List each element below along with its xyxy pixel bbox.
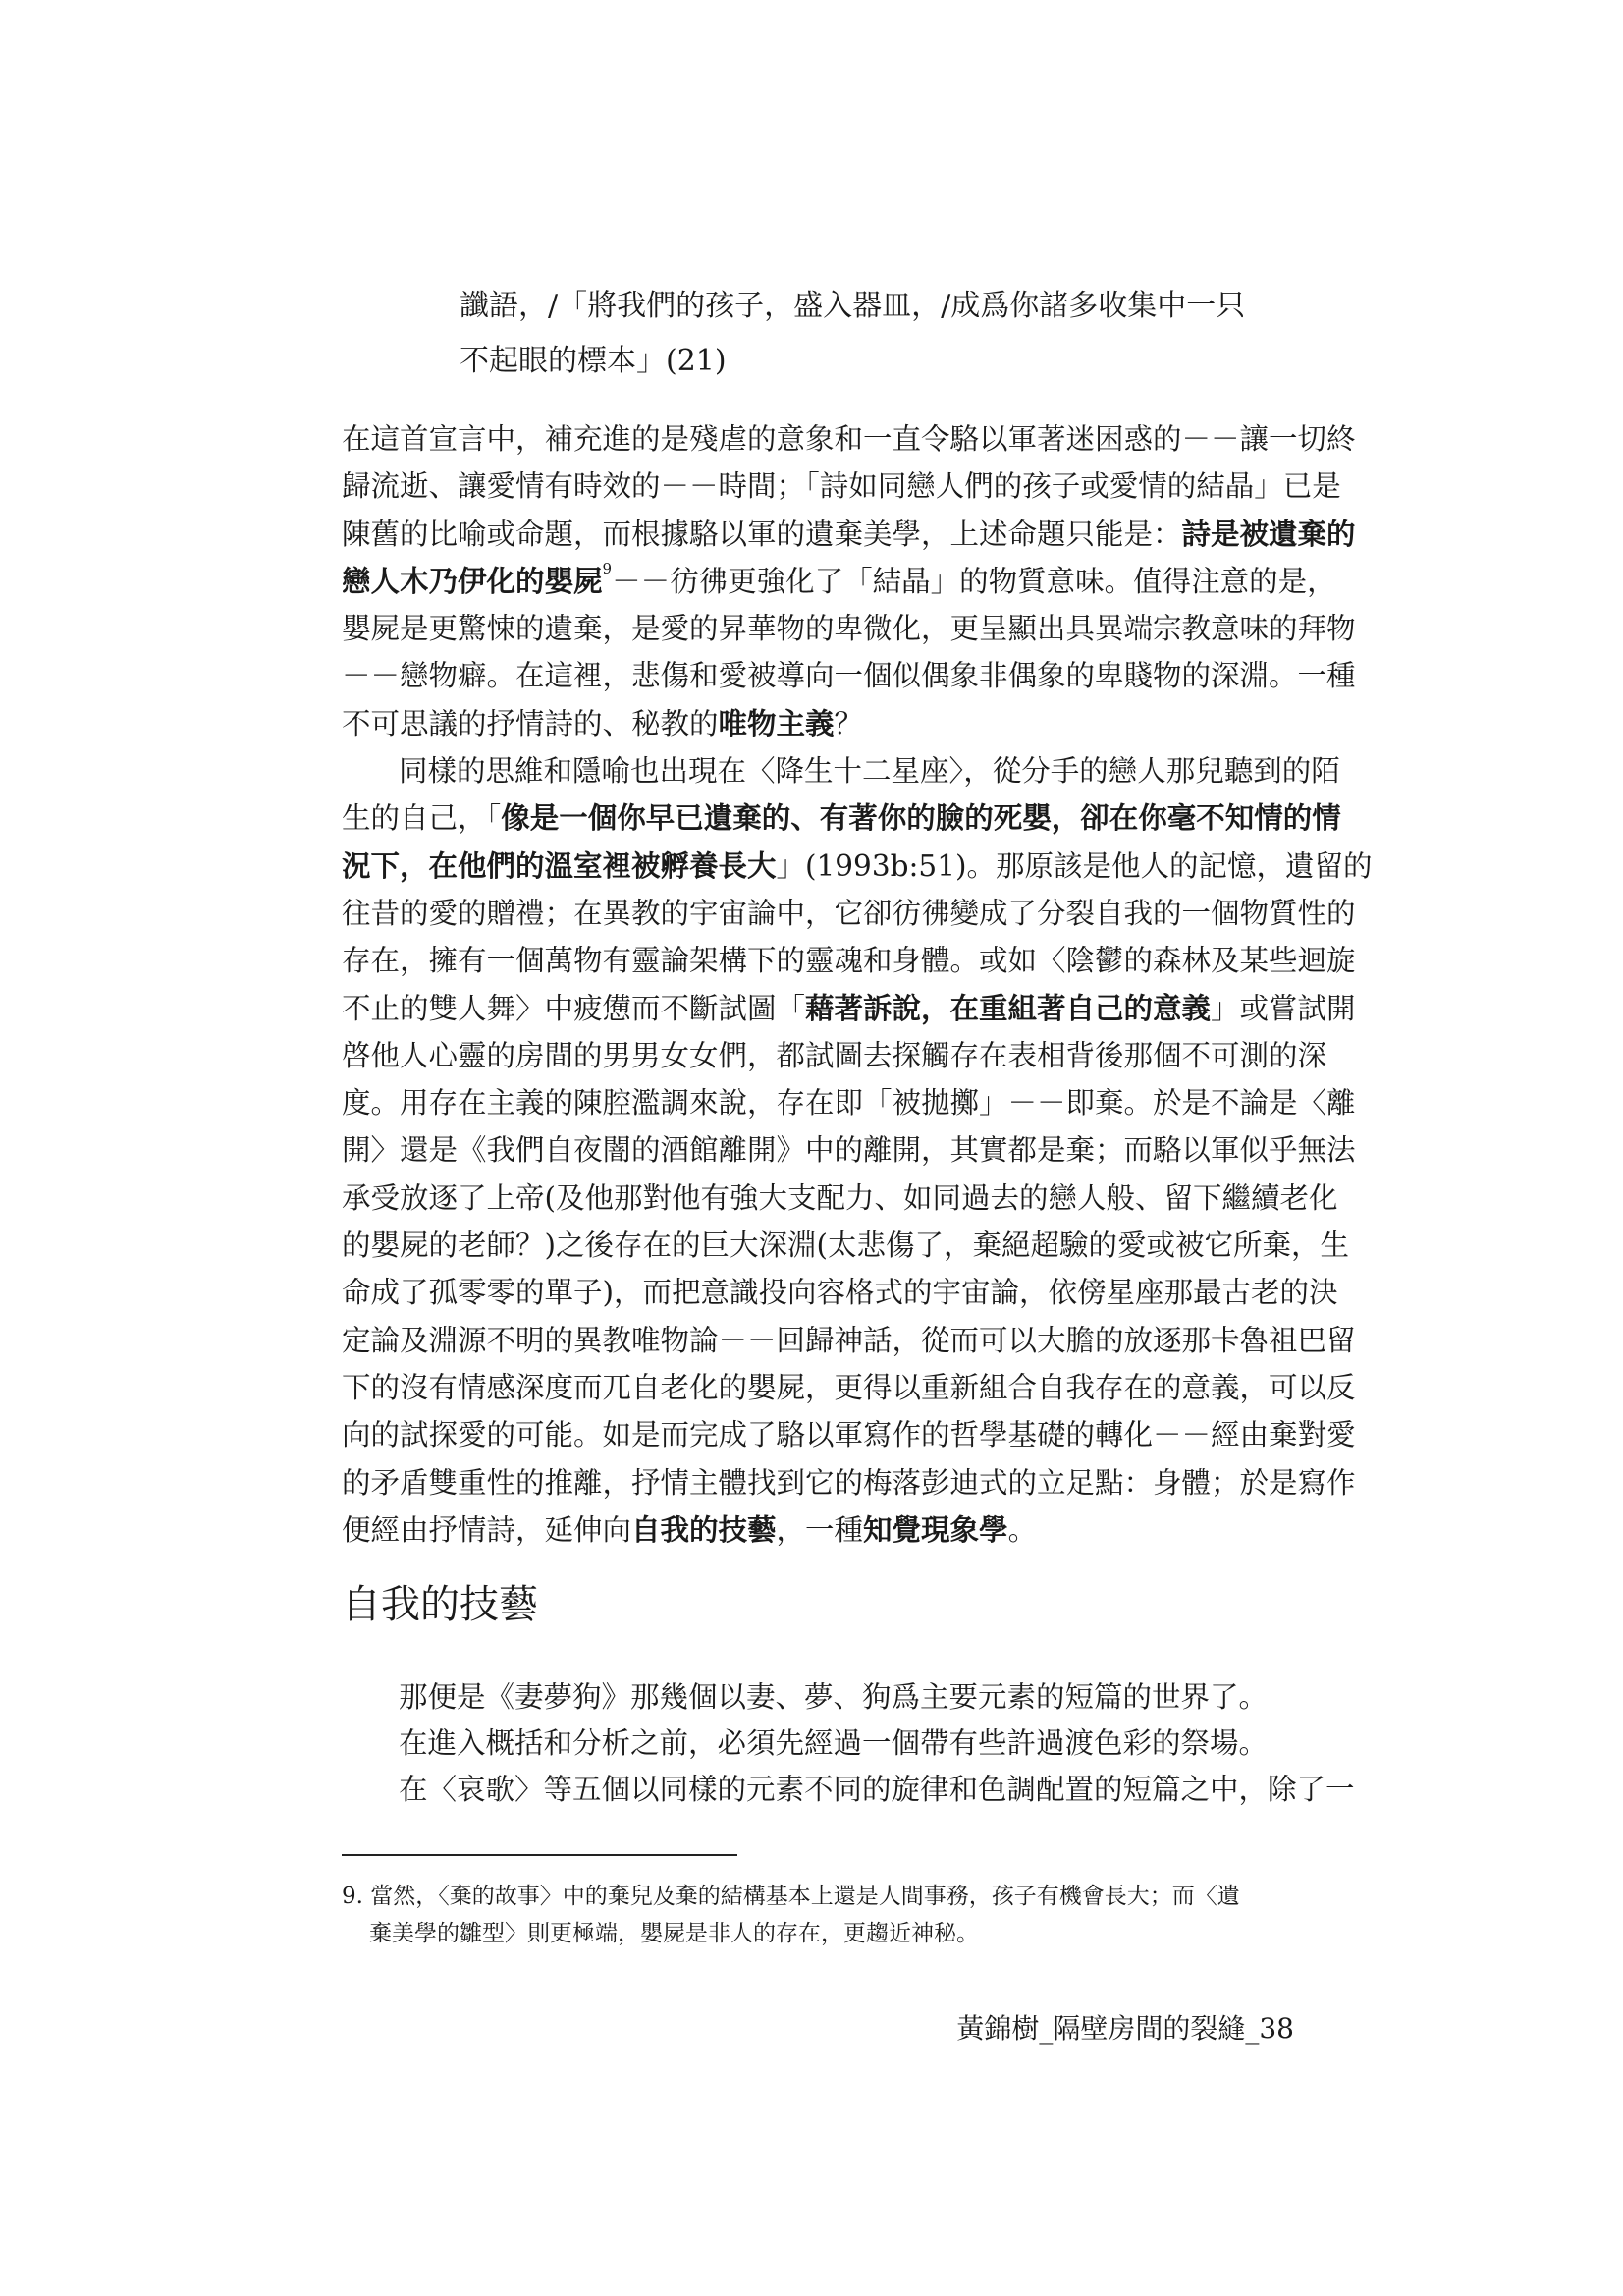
section-text (399, 1674, 1355, 1813)
paragraph-line: 定論及淵源不明的異教唯物論－－回歸神話，從而可以大膽的放逐那卡魯祖巴留 (342, 1323, 1356, 1357)
paragraph-line: 開〉還是《我們自夜闇的酒館離開》中的離開，其實都是棄；而駱以軍似乎無法 (342, 1133, 1356, 1168)
paragraph-line: 的矛盾雙重性的推離，抒情主體找到它的梅落彭迪式的立足點：身體；於是寫作 (342, 1465, 1356, 1500)
emphasis-text: 戀人木乃伊化的嬰屍 (342, 564, 603, 598)
paragraph-line: 存在，擁有一個萬物有靈論架構下的靈魂和身體。或如〈陰鬱的森林及某些迴旋 (342, 944, 1356, 978)
emphasis-text: 藉著訴說，在重組著自己的意義 (805, 991, 1212, 1025)
footnote (342, 1878, 1294, 1952)
page-footer: 黃錦樹_隔壁房間的裂縫_38 (956, 2012, 1294, 2045)
emphasis-text: 況下，在他們的溫室裡被孵養長大 (342, 848, 777, 883)
footnote-divider (342, 1854, 737, 1856)
emphasis-text: 自我的技藝 (631, 1512, 777, 1547)
section-heading: 自我的技藝 (342, 1582, 538, 1627)
paragraph-line: 下的沒有情感深度而兀自老化的嬰屍，更得以重新組合自我存在的意義，可以反 (342, 1370, 1356, 1404)
emphasis-text: 像是一個你早已遺棄的、有著你的臉的死嬰，卻在你毫不知情的情 (501, 801, 1341, 836)
paragraph-line: 向的試探愛的可能。如是而完成了駱以軍寫作的哲學基礎的轉化－－經由棄對愛 (342, 1418, 1356, 1452)
emphasis-text: 詩是被遺棄的 (1181, 517, 1356, 551)
paragraph-line: 陳舊的比喻或命題，而根據駱以軍的遺棄美學，上述命題只能是：詩是被遺棄的 (342, 517, 1356, 551)
paragraph-line: －－戀物癖。在這裡，悲傷和愛被導向一個似偶象非偶象的卑賤物的深淵。一種 (342, 659, 1356, 693)
paragraph-line: 在進入概括和分析之前，必須先經過一個帶有些許過渡色彩的祭場。 (399, 1726, 1269, 1760)
paragraph-line: 命成了孤零零的單子)，而把意識投向容格式的宇宙論，依傍星座那最古老的決 (342, 1276, 1338, 1310)
paragraph-line: 戀人木乃伊化的嬰屍$^9$－－彷彿更強化了「結晶」的物質意味。值得注意的是， (342, 559, 1336, 598)
paragraph-line: 況下，在他們的溫室裡被孵養長大」(1993b:51)。那原該是他人的記憶，遺留的 (342, 848, 1373, 883)
paragraph-line: 同樣的思維和隱喻也出現在〈降生十二星座〉，從分手的戀人那兒聽到的陌 (399, 754, 1340, 789)
paragraph-line: 不可思議的抒情詩的、秘教的唯物主義？ (342, 706, 864, 740)
paragraph-line: 在這首宣言中，補充進的是殘虐的意象和一直令駱以軍著迷困惑的－－讓一切終 (342, 422, 1356, 456)
paragraph-line: 的嬰屍的老師？)之後存在的巨大深淵(太悲傷了，棄絕超驗的愛或被它所棄，生 (342, 1229, 1350, 1263)
quote-line: 讖語，/「將我們的孩子，盛入器皿，/成爲你諸多收集中一只 (460, 289, 1246, 323)
footnote-line: 棄美學的雛型〉則更極端，嬰屍是非人的存在，更趨近神秘。 (369, 1921, 979, 1946)
paragraph-line: 便經由抒情詩，延伸向自我的技藝，一種知覺現象學。 (342, 1512, 1038, 1547)
paragraph-line: 那便是《妻夢狗》那幾個以妻、夢、狗爲主要元素的短篇的世界了。 (399, 1680, 1269, 1714)
paragraph-line: 啓他人心靈的房間的男男女女們，都試圖去探觸存在表相背後那個不可測的深 (342, 1038, 1327, 1072)
paragraph-line: 不止的雙人舞〉中疲憊而不斷試圖「藉著訴說，在重組著自己的意義」或嘗試開 (342, 991, 1356, 1025)
footnote-line: 9. 當然，〈棄的故事〉中的棄兒及棄的結構基本上還是人間事務，孩子有機會長大；而〈遺 (342, 1884, 1240, 1909)
emphasis-text: 唯物主義 (718, 706, 835, 740)
paragraph-line: 嬰屍是更驚悚的遺棄，是愛的昇華物的卑微化，更呈顯出具異端宗教意味的拜物 (342, 612, 1356, 646)
quote-line: 不起眼的標本」(21) (460, 344, 727, 378)
paragraph-line: 生的自己，「像是一個你早已遺棄的、有著你的臉的死嬰，卻在你毫不知情的情 (342, 801, 1341, 836)
paragraph-line: 在〈哀歌〉等五個以同樣的元素不同的旋律和色調配置的短篇之中，除了一 (399, 1773, 1355, 1806)
block-quote (460, 279, 1324, 389)
paragraph-line: 歸流逝、讓愛情有時效的－－時間；「詩如同戀人們的孩子或愛情的結晶」已是 (342, 469, 1341, 504)
paragraph-line: 承受放逐了上帝(及他那對他有強大支配力、如同過去的戀人般、留下繼續老化 (342, 1180, 1338, 1215)
emphasis-text: 知覺現象學 (863, 1512, 1008, 1547)
footnote-ref[interactable]: 9 (602, 559, 613, 577)
main-text (342, 415, 1373, 1554)
paragraph-line: 往昔的愛的贈禮；在異教的宇宙論中，它卻彷彿變成了分裂自我的一個物質性的 (342, 896, 1356, 930)
paragraph-line: 度。用存在主義的陳腔濫調來說，存在即「被拋擲」－－即棄。於是不論是〈離 (342, 1086, 1356, 1121)
